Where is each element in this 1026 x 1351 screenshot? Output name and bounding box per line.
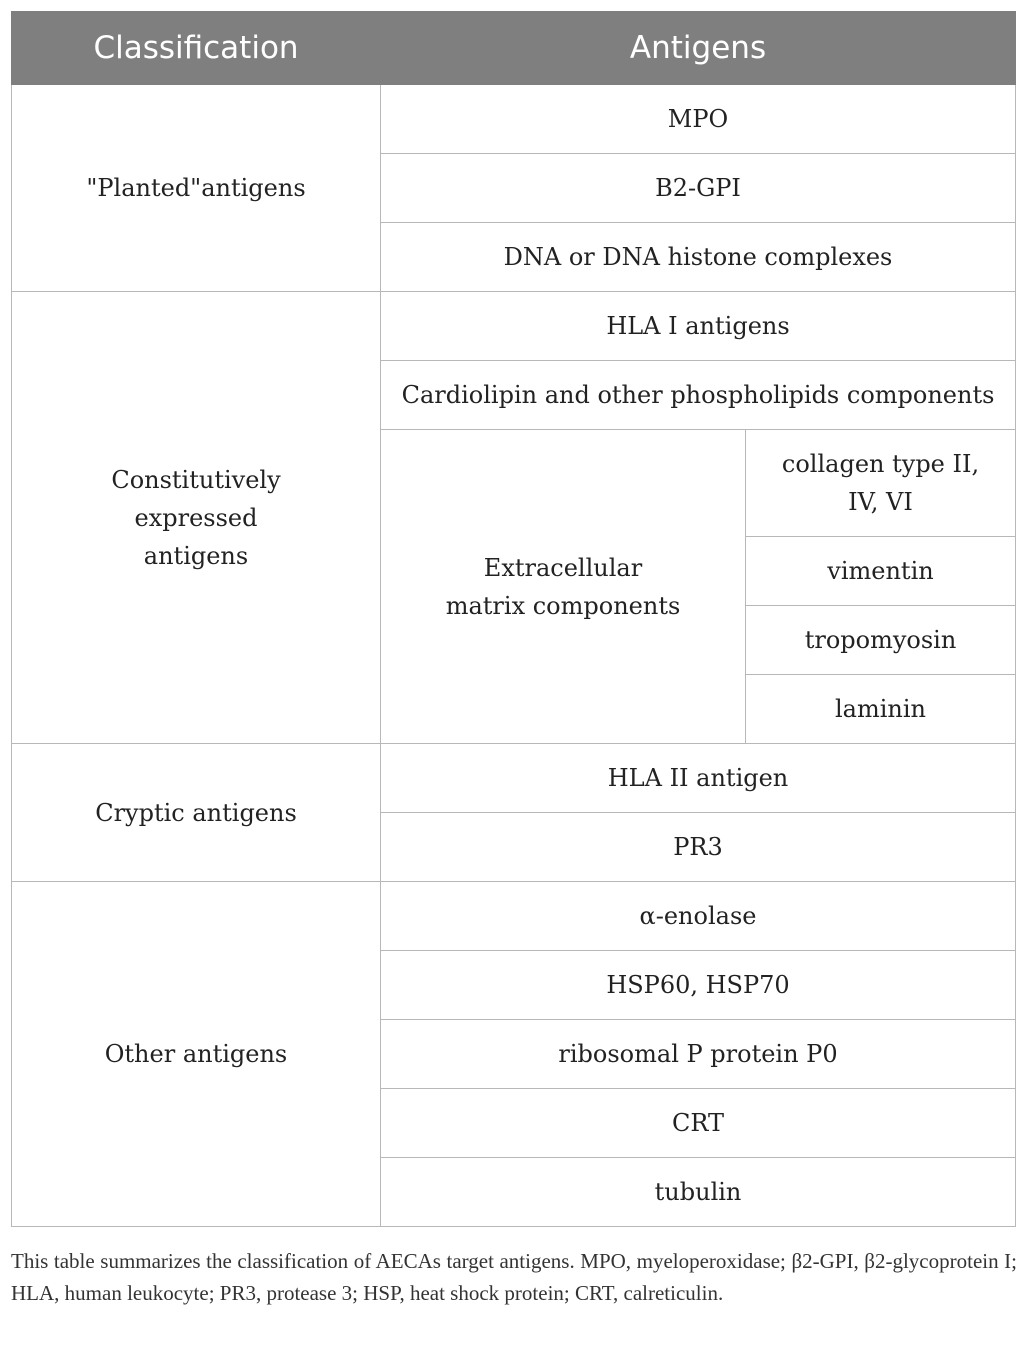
table-header-row — [12, 12, 1016, 85]
header-classification: Classification — [12, 12, 381, 85]
antigen-cell: CRT — [381, 1089, 1016, 1158]
antigen-cell: DNA or DNA histone complexes — [381, 223, 1016, 292]
antigen-cell: HLA I antigens — [381, 292, 1016, 361]
antigen-cell: ribosomal P protein P0 — [381, 1020, 1016, 1089]
group-label-planted: "Planted"antigens — [12, 85, 381, 292]
antigen-cell: tubulin — [381, 1158, 1016, 1227]
antigen-cell: HLA II antigen — [381, 744, 1016, 813]
table-row — [12, 882, 1016, 951]
antigen-cell: laminin — [746, 675, 1016, 744]
antigen-cell: collagen type II, IV, VI — [746, 430, 1016, 537]
subgroup-label-ecm: Extracellular matrix components — [381, 430, 746, 744]
table-row — [12, 85, 1016, 154]
group-label-constitutive: Constitutively expressed antigens — [12, 292, 381, 744]
antigen-cell: PR3 — [381, 813, 1016, 882]
group-label-cryptic: Cryptic antigens — [12, 744, 381, 882]
table-row — [12, 744, 1016, 813]
antigen-classification-table — [11, 11, 1016, 1227]
antigen-cell: vimentin — [746, 537, 1016, 606]
antigen-cell: Cardiolipin and other phospholipids components — [381, 361, 1016, 430]
antigen-cell: tropomyosin — [746, 606, 1016, 675]
antigen-cell: α-enolase — [381, 882, 1016, 951]
antigen-cell: HSP60, HSP70 — [381, 951, 1016, 1020]
header-antigens: Antigens — [381, 12, 1016, 85]
group-label-other: Other antigens — [12, 882, 381, 1227]
table-row — [12, 292, 1016, 361]
table-caption: This table summarizes the classification of AECAs target antigens. MPO, myeloperoxidase; β2-GPI, β2-glycoprotein I; HLA, human leukocyte; PR3, protease 3; HSP, heat shock protein; CRT, calreticulin. — [11, 1249, 1017, 1305]
antigen-cell: MPO — [381, 85, 1016, 154]
antigen-cell: B2-GPI — [381, 154, 1016, 223]
